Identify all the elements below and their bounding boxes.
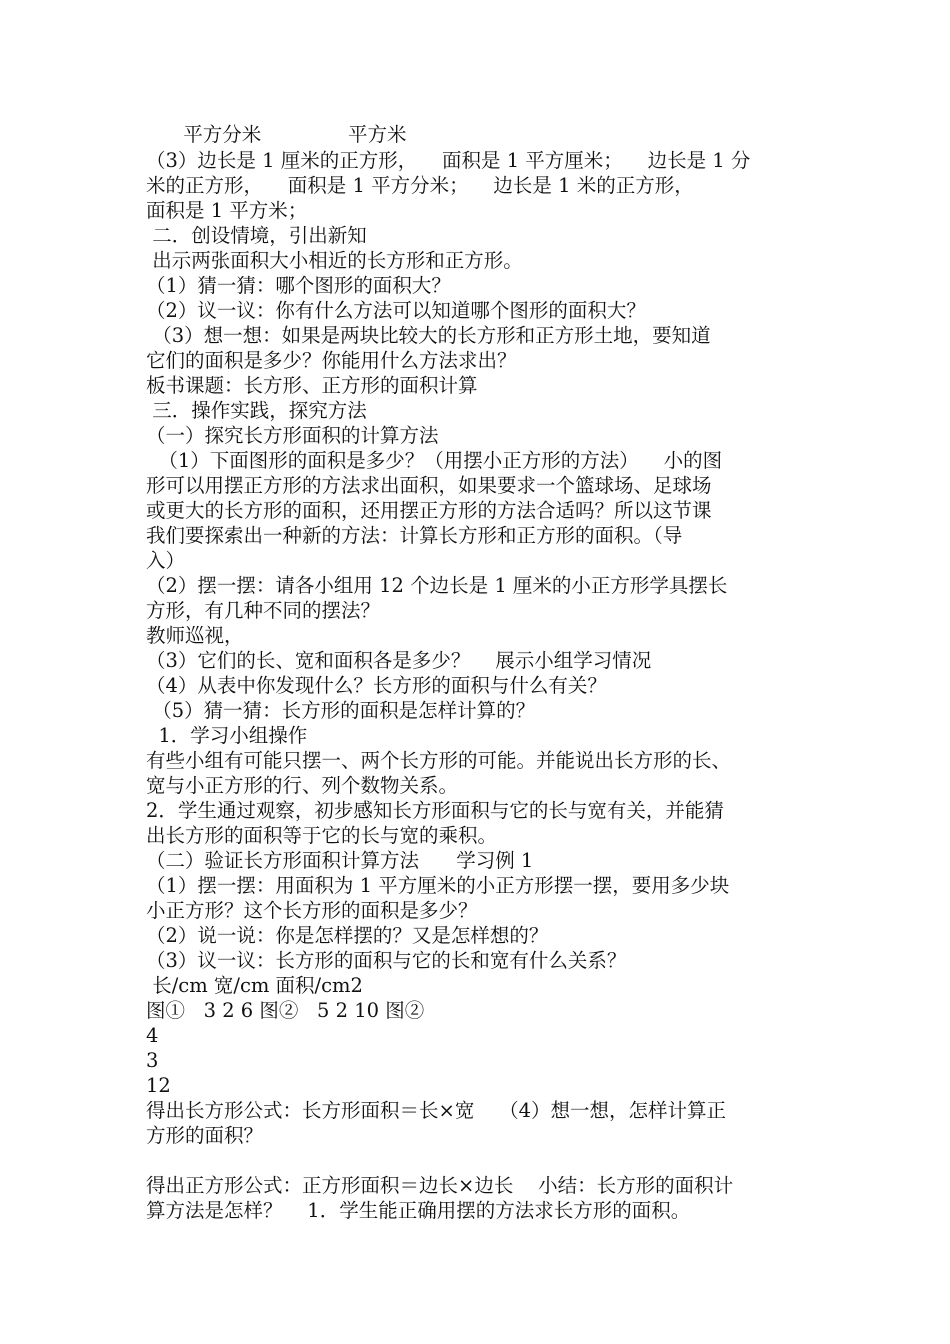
text-line: （1）下面图形的面积是多少？（用摆小正方形的方法） 小的图	[146, 449, 723, 472]
text-line: （3）议一议：长方形的面积与它的长和宽有什么关系？	[146, 949, 627, 972]
text-line: 小正方形？这个长方形的面积是多少？	[146, 899, 478, 922]
section-heading: 三．操作实践，探究方法	[146, 399, 367, 422]
table-row-line: 图① 3 2 6 图② 5 2 10 图②	[146, 999, 425, 1022]
text-line: 出长方形的面积等于它的长与宽的乘积。	[146, 824, 498, 847]
text-line: （3）想一想：如果是两块比较大的长方形和正方形土地，要知道	[146, 324, 711, 347]
text-line: 入）	[146, 549, 186, 572]
table-header-line: 长/cm 宽/cm 面积/cm2	[146, 974, 363, 997]
text-line: 米的正方形， 面积是 1 平方分米； 边长是 1 米的正方形，	[146, 174, 694, 197]
text-line: （5）猜一猜：长方形的面积是怎样计算的？	[146, 699, 536, 722]
text-line: 板书课题：长方形、正方形的面积计算	[146, 374, 478, 397]
text-line: 或更大的长方形的面积，还用摆正方形的方法合适吗？所以这节课	[146, 499, 712, 522]
text-line: （2）说一说：你是怎样摆的？又是怎样想的？	[146, 924, 549, 947]
text-line: （二）验证长方形面积计算方法 学习例 1	[146, 849, 534, 872]
text-line: （3）边长是 1 厘米的正方形， 面积是 1 平方厘米； 边长是 1 分	[146, 149, 751, 172]
text-line: 出示两张面积大小相近的长方形和正方形。	[146, 249, 523, 272]
text-line: 它们的面积是多少？你能用什么方法求出？	[146, 349, 517, 372]
text-line: 有些小组有可能只摆一、两个长方形的可能。并能说出长方形的长、	[146, 749, 732, 772]
table-cell-line: 3	[146, 1049, 159, 1072]
text-line: 形可以用摆正方形的方法求出面积，如果要求一个篮球场、足球场	[146, 474, 712, 497]
text-line: （1）摆一摆：用面积为 1 平方厘米的小正方形摆一摆，要用多少块	[146, 874, 730, 897]
table-cell-line: 4	[146, 1024, 159, 1047]
text-line: 1．学习小组操作	[146, 724, 308, 747]
text-line: （1）猜一猜：哪个图形的面积大？	[146, 274, 451, 297]
section-heading: 二．创设情境，引出新知	[146, 224, 367, 247]
text-line: （3）它们的长、宽和面积各是多少？ 展示小组学习情况	[146, 649, 652, 672]
text-line: 算方法是怎样？ 1．学生能正确用摆的方法求长方形的面积。	[146, 1199, 691, 1222]
text-line: 方形的面积？	[146, 1124, 264, 1147]
text-line: 教师巡视，	[146, 624, 244, 647]
text-line: （一）探究长方形面积的计算方法	[146, 424, 439, 447]
text-line: 我们要探索出一种新的方法：计算长方形和正方形的面积。（导	[146, 524, 683, 547]
text-line: 得出长方形公式：长方形面积＝长×宽 （4）想一想，怎样计算正	[146, 1099, 727, 1122]
text-line: （2）议一议：你有什么方法可以知道哪个图形的面积大？	[146, 299, 646, 322]
text-line: 2．学生通过观察，初步感知长方形面积与它的长与宽有关，并能猜	[146, 799, 724, 822]
text-line: （2）摆一摆：请各小组用 12 个边长是 1 厘米的小正方形学具摆长	[146, 574, 728, 597]
text-line: 平方分米 平方米	[146, 123, 407, 146]
text-line: （4）从表中你发现什么？长方形的面积与什么有关？	[146, 674, 607, 697]
table-cell-line: 12	[146, 1074, 171, 1097]
text-line: 方形，有几种不同的摆法？	[146, 599, 381, 622]
text-line: 面积是 1 平方米；	[146, 199, 308, 222]
text-line: 得出正方形公式：正方形面积＝边长×边长 小结：长方形的面积计	[146, 1174, 734, 1197]
text-line: 宽与小正方形的行、列个数物关系。	[146, 774, 459, 797]
